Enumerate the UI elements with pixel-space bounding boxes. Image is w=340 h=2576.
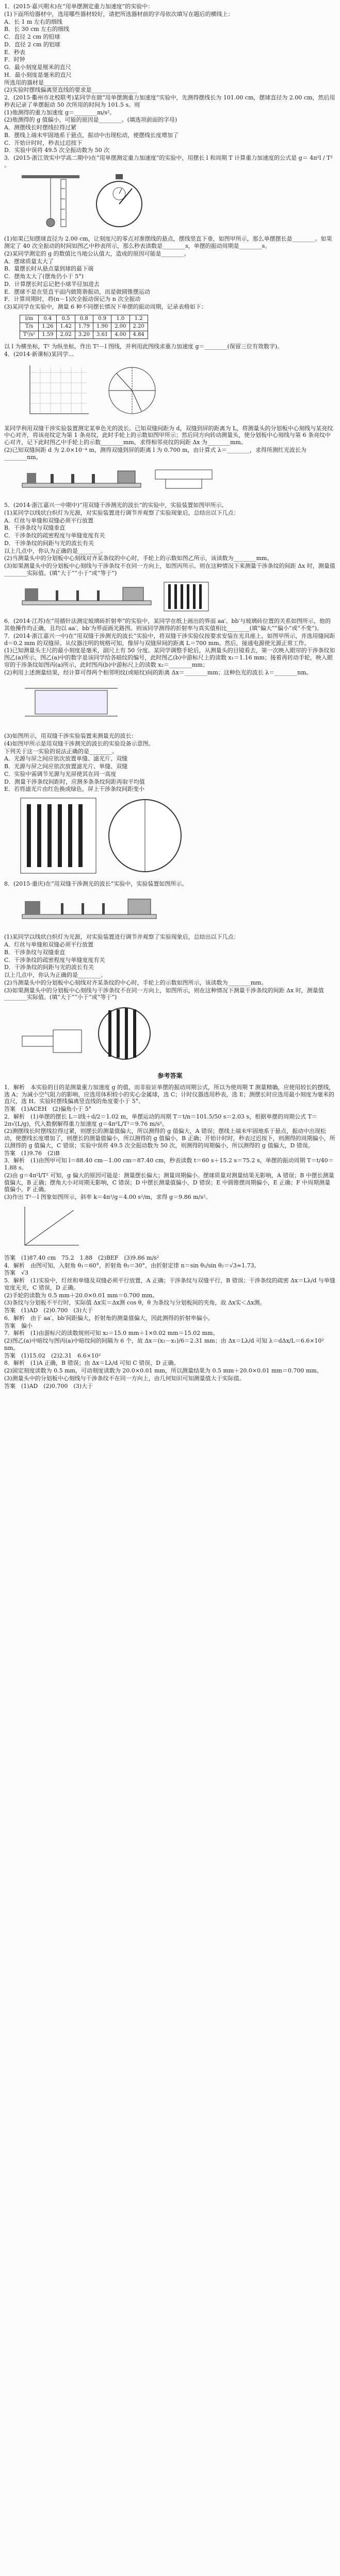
- text-line: C．直径 2 cm 的铅球: [4, 33, 60, 40]
- text-line: B．量摆长时从悬点量到球的最下端: [4, 265, 94, 273]
- answer-line: 答案 (1)ACEH (2)偏角小于 5°: [4, 1106, 92, 1112]
- text-line: (2)实验时摆线偏离竖直线的要求是________________: [4, 87, 137, 94]
- answer-line: 答案 偏小: [4, 1322, 33, 1329]
- text-line: E．摆球不是在竖直平面内做简谐振动，而是做圆锥摆运动: [4, 288, 151, 295]
- text-line: (1)某同学以线状白炽灯为光源，对实验装置进行调节并观察了实验现象后，总结出以下几点：: [4, 509, 239, 516]
- answer-line: (2)图乙(a)中暗纹与图丙(a)中暗纹间的间隔为 6 个，故 Δx＝(x₂－x₁)/6＝2.31 mm；由 Δx＝Lλ/d 可知 λ＝dΔx/L＝6.6×10² nm。: [4, 1337, 324, 1351]
- text-line: 下列关于这一实验的说法正确的是________。: [4, 748, 118, 755]
- answers-title: 参考答案: [157, 1072, 183, 1079]
- answer-line: 1．解析 本实验的目的是测量重力加速度 g 的值，而非验证单摆的振动周期公式，所以为使周期 T 测量精确，应使用较长的摆线，选 A；为减小空气阻力的影响，应选用体积较小的实心金属球，选 C；计时仪器选用秒表，选 E；测摆长时应选用最小刻度为毫米的直尺，选 H。实验时摆线偏离竖直线的角度要小于 5°。: [4, 1083, 335, 1105]
- figure-q8-apparatus: [20, 892, 336, 930]
- figure-glass-block-diagram: [20, 680, 123, 728]
- figure-q8-micrometer: [20, 1021, 87, 1064]
- text-line: D．干涉条纹的间距与光的波长有关: [4, 539, 94, 547]
- text-line: (1)他测得的重力加速度 g＝________m/s²。: [4, 109, 116, 116]
- table-header-cell: 1.0: [111, 315, 129, 323]
- worksheet-page: [4, 3, 336, 1390]
- question-block-3-continued: [4, 235, 336, 311]
- answer-line: 答案 (1)15.02 (2)2.31 6.6×10²: [4, 1352, 101, 1359]
- pendulum-data-table: [20, 315, 148, 340]
- figure-empty-grid: [20, 362, 92, 421]
- text-line: 7．(2014·浙江嘉兴一中)在“用双缝干涉测光的波长”实验中，将双缝干涉实验仪按要求安装在光具座上，如图甲所示，并选用缝间距 d＝0.2 mm 的双缝屏。从仪器注明的规格可知，像屏与双缝屏间的距离 L＝700 mm。然后，接通电源使光源正常工作。: [4, 632, 335, 647]
- answers-block: [4, 1084, 336, 1390]
- table-cell: 3.61: [93, 331, 111, 339]
- text-line: A．灯丝与单缝和双缝必须平行放置: [4, 517, 93, 524]
- table-cell: 1.90: [93, 323, 111, 331]
- figure-pattern-a: [20, 797, 97, 876]
- text-line: A．光源与屏之间应依次放置单缝、滤光片、双缝: [4, 755, 127, 762]
- figure-vernier-scale: [153, 465, 215, 498]
- question-block-8-parts: [4, 934, 336, 1001]
- text-line: (3)如果测量头中的分划板中心刻线与干涉条纹不在同一方向上，如图所示，则在这种情况下测量干涉条纹的间距 Δx 时，测量值________实际值。(填“大于”“小于”或“等于”): [4, 987, 324, 1001]
- answer-line: (2)手轮的读数为 0.5 mm＋20.0×0.01 mm＝0.700 mm。: [4, 1292, 158, 1299]
- question-block-1: [4, 3, 336, 169]
- answer-line: 3．解析 (1)由图甲可知 l＝88.40 cm－1.00 cm＝87.40 cm，秒表读数 t＝60 s＋15.2 s＝75.2 s，单摆的振动周期 T＝t/40＝1.88 s。: [4, 1157, 334, 1171]
- table-cell: T²/s²: [20, 331, 39, 339]
- answer-line: 答案 √3: [4, 1269, 29, 1277]
- table-row: [20, 323, 148, 331]
- figure-q8-bench: [20, 892, 159, 930]
- table-cell: 1.26: [39, 323, 57, 331]
- text-line: D．干涉条纹的间距与光的波长有关: [4, 964, 94, 971]
- text-line: 以 l 为横坐标，T² 为纵坐标，作出 T²－l 图线，并利用此图线求重力加速度 g＝________(保留三位有效数字)。: [4, 343, 283, 350]
- figure-answer-graph: [20, 1204, 336, 1250]
- text-line: D．直径 2 cm 的铝球: [4, 41, 60, 48]
- text-line: A．灯丝与单缝和双缝必须平行放置: [4, 941, 93, 948]
- answer-line: 6．解析 由于 aa′、bb′间距偏大，折射角的测量值偏大，因此测得的折射率偏小。: [4, 1314, 214, 1321]
- text-line: B．干涉条纹与双缝垂直: [4, 524, 66, 532]
- text-line: F．计算周期时，将(n－1)次全振动误记为 n 次全振动: [4, 296, 141, 303]
- question-block-4: [4, 425, 336, 461]
- text-line: 以上几点中，你认为正确的是________。: [4, 972, 106, 978]
- text-line: (3)如果测量头中的分划板中心刻线与干涉条纹不在同一方向上，如图丙所示。则在这种情况下来测量干涉条纹的间距 Δx 时，测量值________实际值。(填“大于”“小于”或“等于”): [4, 563, 335, 577]
- text-line: 4．(2014·新课标)某同学...: [4, 351, 74, 358]
- text-line: B．干涉条纹与双缝垂直: [4, 948, 66, 956]
- text-line: F．时钟: [4, 56, 25, 63]
- answer-line: 答案 (1)AD (2)0.700 (3)大于: [4, 1382, 93, 1389]
- table-header-cell: 0.9: [93, 315, 111, 323]
- figure-fringe-patterns: [20, 797, 336, 876]
- table-cell: 1.79: [75, 323, 93, 331]
- text-line: E．秒表: [4, 48, 26, 56]
- table-cell: 2.00: [111, 323, 129, 331]
- text-line: (3)如图所示，用双缝干涉实验装置来测量光的波长：: [4, 733, 137, 739]
- table-header-cell: 0.5: [57, 315, 75, 323]
- text-line: (1)某同学以线状白炽灯为光源，对实验装置进行调节并观察了实验现象后，总结出以下几点：: [4, 934, 239, 941]
- table-header-cell: 0.8: [75, 315, 93, 323]
- figure-handwheel-readings: [20, 465, 336, 498]
- text-line: A．长 1 m 左右的细线: [4, 18, 62, 25]
- text-line: C．干涉条纹的疏密程度与单缝宽度有关: [4, 532, 105, 539]
- text-line: 2．(2015·衢州市北校联考)某同学在做“用单摆测重力加速度”实验中，先测得摆线长为 101.00 cm，摆球直径为 2.00 cm，然后用秒表记录了单摆振动 50 次所用的时间为 101.5 s。则: [4, 94, 335, 108]
- table-header-row: [20, 315, 148, 323]
- text-line: 某同学利用双缝干涉实验装置测定某单色光的波长。已知双缝间距为 d，双缝到屏的距离为 L，将测量头的分划板中心刻线与某亮纹中心对齐，将该亮纹定为第 1 条亮纹，此时手轮上的示数如图甲所示；然后同方向转动测量头，使分划板中心刻线与第 6 条亮纹中心对齐，记下此时图乙中手轮上的示数________mm，求得相邻亮纹的间距 Δx 为________mm。: [4, 425, 333, 446]
- figure-double-slit-setup: [20, 581, 336, 614]
- text-line: 8．(2015·重庆)在“用双缝干涉测光的波长”实验中，实验装置如图所示。: [4, 880, 188, 887]
- figure-stopwatch: [91, 173, 148, 232]
- answer-line: (2)固定刻度读数为 0.5 mm，可动刻度读数为 20.0×0.01 mm，所以测量结果为 0.5 mm＋20.0×0.01 mm＝0.700 mm。: [4, 1367, 322, 1374]
- table-cell: 3.20: [75, 331, 93, 339]
- text-line: C．摆角太大了(摆角仍小于 5°): [4, 273, 84, 280]
- figure-pendulum-and-stopwatch: [20, 173, 336, 232]
- text-line: C．开始计时时，秒表过迟按下: [4, 139, 83, 146]
- figure-eyepiece: [106, 797, 184, 876]
- question-block-6-7: [4, 618, 336, 676]
- text-line: A．摆球质量太大了: [4, 258, 54, 265]
- text-line: A．测摆线长时摆线拉得过紧: [4, 124, 76, 131]
- answer-line: 7．解析 (1)由游标尺的读数规则可知 x₂＝15.0 mm＋1×0.02 mm＝15.02 mm。: [4, 1330, 219, 1337]
- text-line: (1)如果已知摆球直径为 2.00 cm，让刻度尺的零点对准摆线的悬点，摆线竖直下垂，如图甲所示，那么单摆摆长是________。如果测定了 40 次全振动的时间如图乙中秒表所示，那么秒表读数是________s，单摆的振动周期是________s。: [4, 235, 332, 249]
- text-line: 1．(2015·嘉兴期末)在“用单摆测定重力加速度”的实验中：: [4, 3, 154, 10]
- text-line: (1)已知测量头主尺的最小刻度是毫米，副尺上有 50 分度。某同学调整手轮后，从测量头的目镜看去，第一次映入眼帘的干涉条纹如图乙(a)所示，图乙(a)中的数字是该同学给各暗纹的编号，此时图乙(b)中游标尺上的读数 x₁＝1.16 mm；接着再转动手轮，映入眼帘的干涉条纹如图丙(a)所示，此时图丙(b)中游标尺上的读数 x₂＝________mm；: [4, 647, 335, 668]
- answer-line: 答案 (1)AD (2)0.700 (3)大于: [4, 1307, 93, 1314]
- figure-glass-block: [20, 680, 336, 728]
- text-line: (2)已知双缝间距 d 为 2.0×10⁻⁴ m，测得双缝到屏的距离 l 为 0.700 m，由计算式 λ＝________，求得所测红光波长为________nm。: [4, 446, 306, 461]
- answer-line: 5．解析 (1)实验中，灯丝和单缝及双缝必须平行放置，A 正确；干涉条纹与双缝平行，B 错误；干涉条纹的疏密 Δx＝Lλ/d 与单缝宽度无关，C 错误，D 正确。: [4, 1277, 335, 1291]
- text-line: (4)如图甲所示是用双缝干涉测光的波长的实验设备示意图。: [4, 740, 154, 747]
- figure-ruler-pendulum: [20, 173, 82, 232]
- text-line: C．实验中需调节光源与光屏使其在同一高度: [4, 770, 117, 777]
- text-line: D．计算摆长时忘记把小球半径加进去: [4, 280, 100, 287]
- answer-line: (3)测量头中的分划板中心刻线与干涉条纹不在同一方向上，由几何知识可知测量值大于实际值。: [4, 1375, 245, 1382]
- table-cell: 4.84: [129, 331, 148, 339]
- text-line: (3)某同学在实验中，测量 6 种不同摆长情况下单摆的振动周期，记录表格如下：: [4, 303, 207, 310]
- text-line: 5．(2014·浙江嘉兴一中期中)“用双缝干涉测光的波长”的实验中，实验装置如图甲所示。: [4, 502, 228, 509]
- answer-line: (3)作出 T²－l 图象如图所示，斜率 k＝4π²/g＝4.00 s²/m，求得 g＝9.86 m/s²。: [4, 1194, 212, 1200]
- question-block-8: [4, 880, 336, 888]
- answer-line: 2．解析 (1)单摆的摆长 L＝l线＋d/2＝1.02 m，单摆运动的周期 T＝t/n＝101.5/50 s＝2.03 s，根据单摆的周期公式 T＝2π√(L/g)，代入数据解得重力加速度 g＝4π²L/T²＝9.76 m/s²。: [4, 1113, 317, 1127]
- text-line: B．摆线上端未牢固地系于悬点，振动中出现松动，使摆线长度增加了: [4, 131, 179, 139]
- table-row: [20, 331, 148, 339]
- answer-line: (2)由 g＝4π²l/T² 可知，g 偏大的原因可能是：测量摆长偏大；测量周期偏小。摆球质量对测量结果无影响，A 错误；B 中摆长测量值偏大，B 正确；摆角大小对周期无影响，C 错误；D 中摆长测量值偏小，D 错误；E 中圆锥摆周期偏小，E 正确；F 中周期测量值偏小，F 正确。: [4, 1172, 334, 1193]
- table-cell: T/s: [20, 323, 39, 331]
- figure-double-slit-apparatus: [20, 581, 154, 614]
- question-block-7-continued: [4, 733, 336, 793]
- figure-fringes: [163, 581, 209, 614]
- table-cell: 1.59: [39, 331, 57, 339]
- answer-line: 答案 (1)87.40 cm 75.2 1.88 (2)BEF (3)9.86 m/s²: [4, 1254, 159, 1261]
- text-line: (2)当测量头中的分划板中心刻线对齐某条纹的中心时，手轮上的示数如图所示，该读数为________mm。: [4, 979, 267, 986]
- question-block-3-graph: [4, 343, 336, 358]
- figure-circular-refraction: [101, 362, 163, 421]
- answer-line: 答案 (1)9.76 (2)B: [4, 1149, 60, 1157]
- text-line: B．长 30 cm 左右的细线: [4, 26, 70, 33]
- answer-line: 4．解析 由图可知，入射角 θ₁＝60°，折射角 θ₂＝30°，由折射定律 n＝sin θ₁/sin θ₂＝√3≈1.73。: [4, 1262, 260, 1269]
- figure-grid-and-optics: [20, 362, 336, 421]
- text-line: (2)他测得的 g 值偏小，可能的原因是________。(填选项前面的字母): [4, 116, 177, 124]
- table-header-cell: 0.4: [39, 315, 57, 323]
- table-header-cell: l/m: [20, 315, 39, 323]
- text-line: E．若将滤光片由红色换成绿色，屏上干涉条纹间距变小: [4, 786, 145, 793]
- text-line: (2)利用上述测量结果，经计算可得两个相邻明纹(或暗纹)间的距离 Δx＝________mm；这种色光的波长 λ＝________nm。: [4, 669, 312, 676]
- table-cell: 4.00: [111, 331, 129, 339]
- text-line: (2)当测量头中的分划板中心刻线对齐某条纹的中心时，手轮上的示数如图乙所示，该读数为________mm。: [4, 555, 273, 562]
- answer-line: (2)测摆线长时摆线拉得过紧，则摆长的测量值偏大，所以测得的 g 值偏大，A 错误；摆线上端未牢固地系于悬点，振动中出现松动，使摆线长度增加了，则摆长的测量值偏小，所以测得的 g 值偏小，B 正确；开始计时时，秒表过迟按下，则测得的周期偏小，所以测得的 g 值偏大，C 错误；实验中误将 49.5 次全振动数为 50 次，则测得的周期偏小，所以测得的 g 值偏大，D 错误。: [4, 1128, 335, 1149]
- text-line: C．干涉条纹的疏密程度与单缝宽度有关: [4, 956, 105, 963]
- text-line: 以上几点中，你认为正确的是________。: [4, 547, 106, 554]
- figure-q8-readings: [20, 1005, 336, 1064]
- text-line: 3．(2015·浙江效实中学高二期中)在“用单摆测定重力加速度”的实验中，用摆长 l 和周期 T 计算重力加速度的公式是 g＝ 4π²l / T² 。: [4, 155, 333, 168]
- text-line: D．实验中误将 49.5 次全振动数为 50 次: [4, 147, 110, 154]
- text-line: (2)某同学测定的 g 的数值比当地公认值大，造成的原因可能是________。: [4, 250, 190, 257]
- answer-line: 8．解析 (1)A 正确，B 错误；由 Δx＝Lλ/d 可知 C 错误，D 正确。: [4, 1360, 180, 1367]
- text-line: 6．(2014·江苏)在“用插针法测定玻璃砖折射率”的实验中，某同学在纸上画出的界面 aa′、bb′与玻璃砖位置的关系如图所示，他的其他操作均正确，且均以 aa′、bb′为界面画光路图。则该同学测得的折射率与真实值相比________(填“偏大”“偏小”或“不变”)。: [4, 618, 331, 632]
- text-line: D．测量干涉条纹间距时，应测多条条纹间距再取平均值: [4, 778, 145, 785]
- question-block-5: [4, 502, 336, 577]
- table-cell: 1.42: [57, 323, 75, 331]
- figure-optical-bench: [20, 465, 143, 498]
- text-line: G．最小刻度是厘米的直尺: [4, 64, 71, 71]
- answer-line: (3)条纹与分划板不平行时，实际值 Δx实＝Δx测 cos θ，θ 为条纹与分划板间的夹角，故 Δx实＜Δx测。: [4, 1299, 266, 1307]
- table-header-cell: 1.2: [129, 315, 148, 323]
- text-line: 所选用的器材是________________: [4, 79, 89, 86]
- figure-q8-eyepiece: [96, 1005, 153, 1064]
- text-line: B．光源与屏之间应依次放置滤光片、单缝、双缝: [4, 763, 128, 770]
- table-cell: 2.02: [57, 331, 75, 339]
- text-line: (1)下面所给器材中，选用哪些器材较好，请把所选器材前的字母依次填写在题后的横线上：: [4, 10, 234, 18]
- text-line: H．最小刻度是毫米的直尺: [4, 71, 72, 78]
- table-cell: 2.20: [129, 323, 148, 331]
